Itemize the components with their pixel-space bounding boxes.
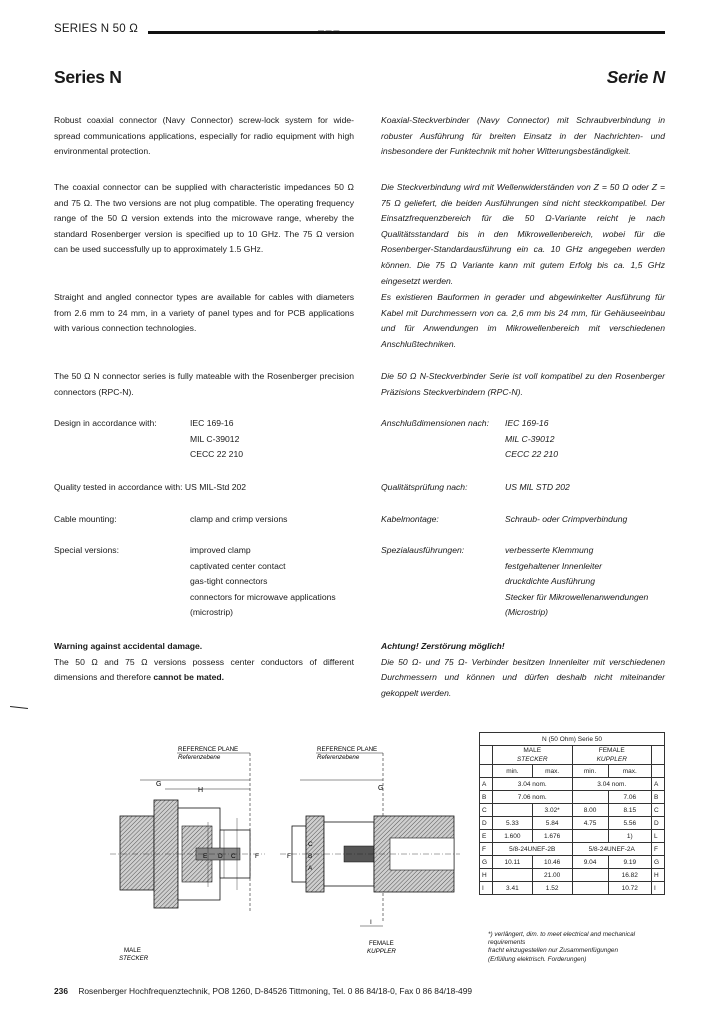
de-design-block (381, 416, 665, 463)
table-cell-female-max: 5.56 (608, 817, 651, 830)
table-row-letter-right: L (652, 830, 665, 843)
en-cable-val: clamp and crimp versions (190, 514, 288, 524)
table-row (480, 843, 665, 856)
en-design-block (54, 416, 354, 463)
de-special-val-3: druckdichte Ausführung (505, 576, 595, 587)
table-title: N (50 Ohm) Serie 50 (480, 733, 665, 746)
female-dim-i: I (370, 919, 372, 926)
table-row-letter-right: F (652, 843, 665, 856)
table-row-letter-right: G (652, 856, 665, 869)
header-rule (148, 31, 665, 34)
table-row-letter-right: H (652, 869, 665, 882)
table-male-header: MALE STECKER (493, 746, 573, 765)
de-warning-text: Die 50 Ω- und 75 Ω- Verbinder besitzen Innenleiter mit verschiedenen Durchmessern und können und dürfen deshalb nicht miteinander gekoppelt werden. (381, 656, 665, 698)
de-special-val-5: (Microstrip) (505, 607, 548, 618)
table-min-1: min. (493, 765, 533, 778)
male-dim-f: F (255, 853, 259, 860)
en-quality-key: Quality tested in accordance with: (54, 482, 183, 492)
table-notes (488, 931, 666, 964)
en-warning-block (54, 639, 354, 686)
en-warning-emphasis: cannot be mated. (153, 672, 225, 683)
table-cell-female-max: 9.19 (608, 856, 651, 869)
table-cell-female-min: 8.00 (572, 804, 608, 817)
female-dim-f: F (287, 853, 291, 860)
table-row (480, 791, 665, 804)
margin-mark (10, 706, 28, 709)
en-paragraph-3: Straight and angled connector types are available for cables with diameters from 2.6 mm to 24 mm, in a variety of panel types and for PCB applications with various connection technologies. (54, 292, 354, 334)
male-dim-d: D (218, 853, 223, 860)
de-special-key: Spezialausführungen: (381, 545, 465, 555)
table-row-letter: E (480, 830, 493, 843)
table-cell-male-min (493, 804, 533, 817)
header-small-mark: — — — (318, 28, 340, 34)
table-cell-female: 3.04 nom. (572, 778, 652, 791)
en-cable-row (54, 512, 354, 528)
table-cell-male-min: 1.600 (493, 830, 533, 843)
de-paragraph-2: Die Steckverbindung wird mit Wellenwiderständen von Z = 50 Ω oder Z = 75 Ω geliefert, die beiden Ausführungen sind nicht steckkompatibel. Der Einsatzfrequenzbereich für die 50 Ω-Variante reicht je nach Qualitätsstandard bis in den Mikrowellenbereich, wobei für die Rosenberger-Standardausführung ein ca. 10 GHz angegeben werden können. Die 75 Ω Variante kann mit gutem Erfolg bis ca. 1,5 GHz eingesetzt werden. (381, 182, 665, 286)
table-row-letter-right: A (652, 778, 665, 791)
de-quality-val: US MIL STD 202 (505, 482, 570, 492)
de-cable-row (381, 512, 665, 528)
de-design-val-1: IEC 169-16 (505, 418, 549, 428)
de-special-val-1: verbesserte Klemmung (505, 545, 594, 555)
female-dim-g: G (378, 785, 384, 792)
series-heading: SERIES N 50 Ω (54, 23, 139, 35)
de-quality-key: Qualitätsprüfung nach: (381, 482, 468, 492)
de-paragraph-3: Es existieren Bauformen in gerader und abgewinkelter Ausführung für Kabel mit Durchmessern von ca. 2,6 mm bis 24 mm, für Gehäuseeinbau und für Anwendungen im Mikrowellenbereich mit verschiedenen Anschlußtechniken. (381, 292, 665, 349)
page-footer (54, 984, 472, 1000)
de-warning-title: Achtung! Zerstörung möglich! (381, 641, 505, 651)
en-special-val-1: improved clamp (190, 545, 251, 555)
table-cell-male-max: 10.46 (532, 856, 572, 869)
male-ref-plane-label: REFERENCE PLANE (178, 746, 239, 753)
en-warning-text: The 50 Ω and 75 Ω versions possess center conductors of different dimensions and therefore (54, 656, 354, 683)
table-row-letter-right: I (652, 882, 665, 895)
female-ref-plane-label: REFERENCE PLANE (317, 746, 378, 753)
en-design-key: Design in accordance with: (54, 418, 157, 428)
en-special-val-4: connectors for microwave applications (190, 591, 336, 602)
male-dim-c: C (231, 853, 236, 860)
en-quality-row (54, 480, 354, 496)
male-ref-plane-label-de: Referenzebene (178, 754, 221, 761)
de-special-val-4: Stecker für Mikrowellenanwendungen (505, 591, 649, 602)
table-row (480, 804, 665, 817)
connector-drawing (100, 742, 480, 967)
table-cell-male-min: 10.11 (493, 856, 533, 869)
table-row-letter: C (480, 804, 493, 817)
de-warning-block (381, 639, 665, 701)
en-design-val-3: CECC 22 210 (190, 449, 244, 460)
de-paragraph-4: Die 50 Ω N-Steckverbinder Serie ist voll kompatibel zu den Rosenberger Präzisions Steckverbindern (RPC-N). (381, 371, 665, 397)
table-row (480, 778, 665, 791)
table-row-letter-right: B (652, 791, 665, 804)
table-cell-female-min: 4.75 (572, 817, 608, 830)
female-label: FEMALE (369, 940, 394, 947)
male-dim-e: E (203, 853, 208, 860)
table-cell-male: 3.04 nom. (493, 778, 573, 791)
en-special-val-3: gas-tight connectors (190, 576, 268, 587)
table-cell-female-max: 8.15 (608, 804, 651, 817)
de-quality-row (381, 480, 665, 496)
table-cell-female-min (572, 869, 608, 882)
female-dim-b: B (308, 853, 313, 860)
en-quality-val: US MIL-Std 202 (184, 482, 247, 492)
female-connector-figure (280, 746, 460, 955)
en-warning-title: Warning against accidental damage. (54, 641, 203, 651)
de-design-val-3: CECC 22 210 (505, 449, 559, 460)
en-special-val-2: captivated center contact (190, 560, 286, 571)
en-paragraph-2: The coaxial connector can be supplied with characteristic impedances 50 Ω and 75 Ω. The two versions are not plug compatible. The operating frequency range of the 50 Ω version extends into the microwave range, whereby the standard Rosenberger version is specified up to 10 GHz. The 75 Ω version can be used successfully up to approximately 1.5 GHz. (54, 182, 354, 255)
en-special-val-5: (microstrip) (190, 607, 233, 618)
page-number: 236 (54, 986, 68, 996)
table-row-letter: D (480, 817, 493, 830)
male-label-de: STECKER (119, 955, 149, 962)
dimension-table (479, 732, 665, 895)
male-dim-g: G (156, 781, 162, 788)
table-female-header: FEMALE KUPPLER (572, 746, 652, 765)
de-design-key: Anschlußdimensionen nach: (381, 418, 489, 428)
table-cell-female: 5/8-24UNEF-2A (572, 843, 652, 856)
table-row (480, 856, 665, 869)
table-note-2: fracht einzugestellen nur Zusammenfügungen (488, 947, 619, 955)
en-design-val-1: IEC 169-16 (190, 418, 234, 428)
de-design-val-2: MIL C-39012 (505, 433, 555, 444)
male-connector-figure (110, 746, 265, 962)
table-cell-female-max: 10.72 (608, 882, 651, 895)
table-cell-male: 5/8-24UNEF-2B (493, 843, 573, 856)
table-cell-female-max: 1) (608, 830, 651, 843)
table-note-1: *) verlängert, dim. to meet electrical and mechanical requirements (488, 931, 636, 947)
table-cell-female-min (572, 791, 608, 804)
table-cell-female-max: 16.82 (608, 869, 651, 882)
table-cell-male-min: 5.33 (493, 817, 533, 830)
en-special-block (54, 543, 354, 621)
table-cell-male-max: 21.00 (532, 869, 572, 882)
table-max-1: max. (532, 765, 572, 778)
en-paragraph-4: The 50 Ω N connector series is fully mateable with the Rosenberger precision connectors (RPC-N). (54, 371, 354, 397)
de-cable-val: Schraub- oder Crimpverbindung (505, 514, 628, 524)
table-row-letter: A (480, 778, 493, 791)
male-label: MALE (124, 947, 141, 954)
table-row (480, 869, 665, 882)
table-cell-male: 7.06 nom. (493, 791, 573, 804)
male-dim-h: H (198, 787, 204, 794)
title-english: Series N (54, 67, 122, 87)
table-row-letter: H (480, 869, 493, 882)
de-cable-key: Kabelmontage: (381, 514, 439, 524)
table-cell-female-min: 9.04 (572, 856, 608, 869)
table-row-letter: F (480, 843, 493, 856)
table-cell-male-max: 1.52 (532, 882, 572, 895)
de-paragraph-1: Koaxial-Steckverbinder (Navy Connector) mit Schraubverbindung in robuster Ausführung für breiten Einsatz in der Nachrichten- und insbesondere der Funktechnik mit hoher Witterungsbeständigkeit. (381, 115, 665, 157)
en-cable-key: Cable mounting: (54, 514, 117, 524)
de-special-block (381, 543, 665, 621)
en-design-val-2: MIL C-39012 (190, 433, 240, 444)
footer-address: Rosenberger Hochfrequenztechnik, PO8 1260, D-84526 Tittmoning, Tel. 0 86 84/18-0, Fax 0 86 84/18-499 (78, 986, 473, 996)
table-cell-female-min (572, 882, 608, 895)
en-paragraph-1: Robust coaxial connector (Navy Connector) screw-lock system for wide-spread communications applications, especially for radio equipment with high environmental protection. (54, 115, 354, 157)
table-row (480, 817, 665, 830)
table-cell-male-max: 3.02* (532, 804, 572, 817)
table-row-letter: I (480, 882, 493, 895)
table-row (480, 882, 665, 895)
table-cell-female-min (572, 830, 608, 843)
table-row (480, 830, 665, 843)
table-cell-female-max: 7.06 (608, 791, 651, 804)
female-label-de: KUPPLER (367, 948, 396, 955)
female-dim-a: A (308, 865, 313, 872)
de-special-val-2: festgehaltener Innenleiter (505, 560, 602, 571)
table-cell-male-max: 5.84 (532, 817, 572, 830)
table-row-letter-right: C (652, 804, 665, 817)
table-max-2: max. (608, 765, 651, 778)
en-special-key: Special versions: (54, 545, 119, 555)
table-min-2: min. (572, 765, 608, 778)
title-german: Serie N (606, 67, 665, 87)
female-dim-c: C (308, 841, 313, 848)
table-row-letter-right: D (652, 817, 665, 830)
table-cell-male-max: 1.676 (532, 830, 572, 843)
table-row-letter: G (480, 856, 493, 869)
table-cell-male-min (493, 869, 533, 882)
table-row-letter: B (480, 791, 493, 804)
table-note-3: (Erfüllung elektrisch. Forderungen) (488, 955, 587, 963)
female-ref-plane-label-de: Referenzebene (317, 754, 360, 761)
table-cell-male-min: 3.41 (493, 882, 533, 895)
